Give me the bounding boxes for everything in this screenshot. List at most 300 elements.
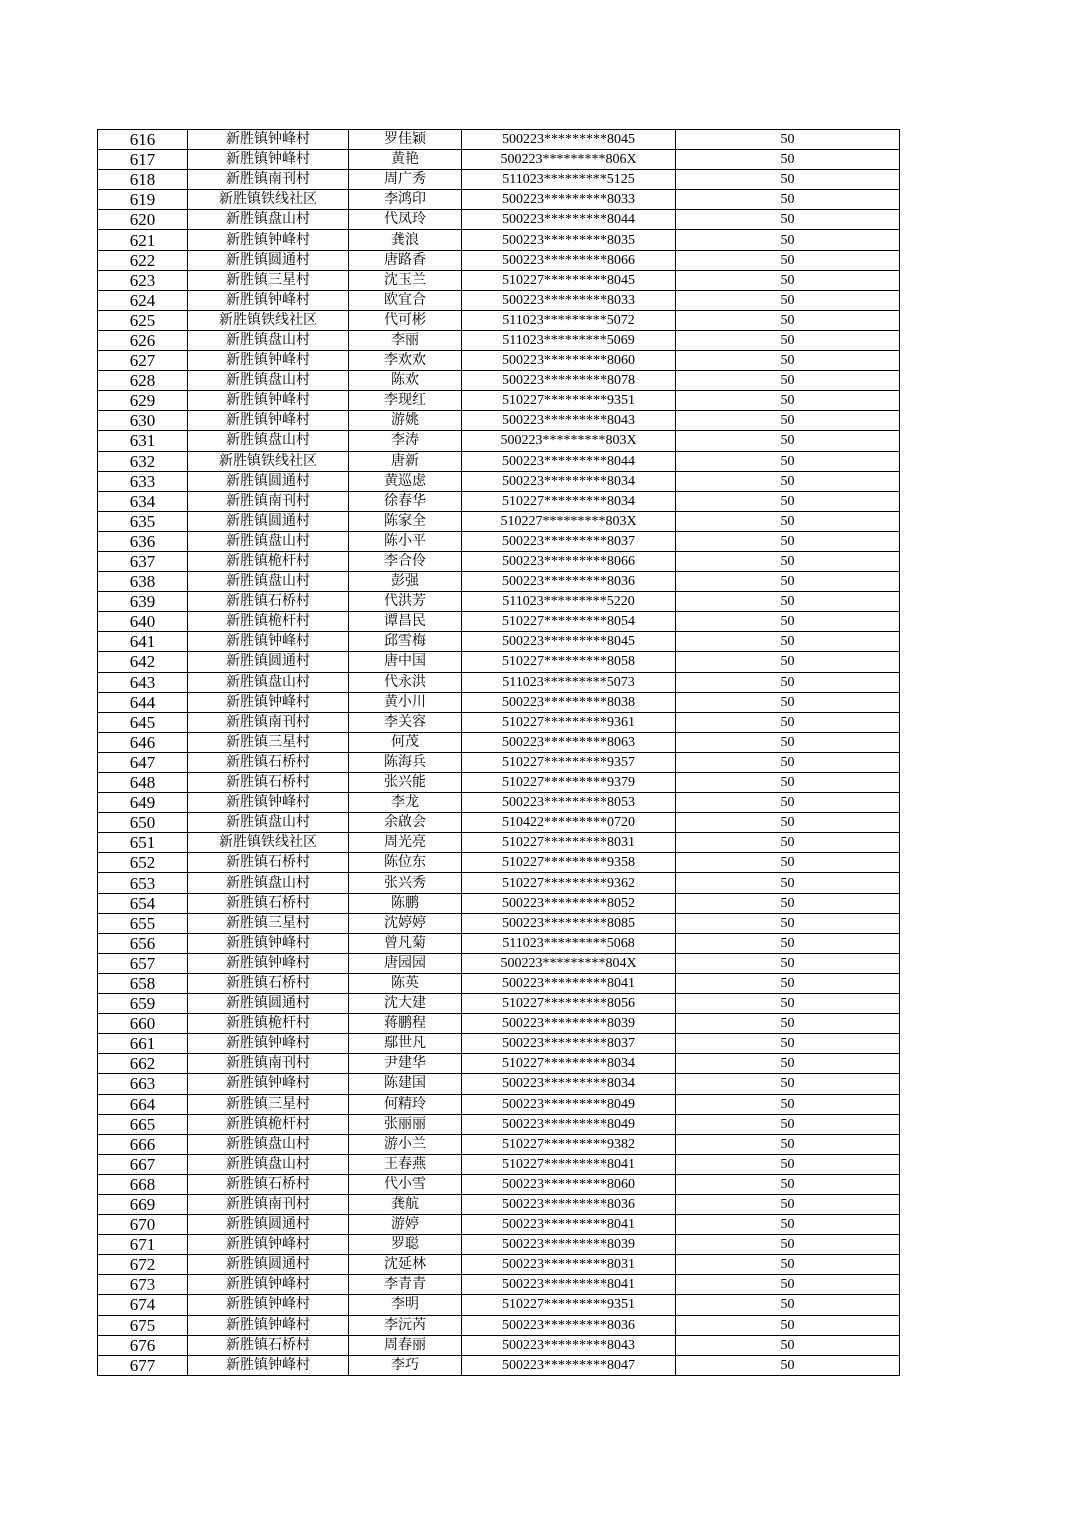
id-number-cell: 500223*********8039 xyxy=(462,1235,676,1255)
table-row xyxy=(98,1094,900,1114)
address-cell: 新胜镇石桥村 xyxy=(188,853,349,873)
amount-cell: 50 xyxy=(676,793,900,813)
address-cell: 新胜镇钟峰村 xyxy=(188,130,349,150)
row-number-cell: 633 xyxy=(98,471,188,491)
table-row xyxy=(98,752,900,772)
name-cell: 李现红 xyxy=(349,391,462,411)
id-number-cell: 500223*********804X xyxy=(462,953,676,973)
amount-cell: 50 xyxy=(676,1034,900,1054)
address-cell: 新胜镇石桥村 xyxy=(188,973,349,993)
table-row xyxy=(98,371,900,391)
table-row xyxy=(98,1235,900,1255)
table-row xyxy=(98,1034,900,1054)
id-number-cell: 511023*********5220 xyxy=(462,592,676,612)
name-cell: 陈欢 xyxy=(349,371,462,391)
name-cell: 蒋鹏程 xyxy=(349,1014,462,1034)
row-number-cell: 621 xyxy=(98,230,188,250)
amount-cell: 50 xyxy=(676,1255,900,1275)
address-cell: 新胜镇桅杆村 xyxy=(188,612,349,632)
amount-cell: 50 xyxy=(676,813,900,833)
amount-cell: 50 xyxy=(676,1054,900,1074)
id-number-cell: 510227*********9382 xyxy=(462,1134,676,1154)
amount-cell: 50 xyxy=(676,632,900,652)
address-cell: 新胜镇钟峰村 xyxy=(188,1315,349,1335)
row-number-cell: 630 xyxy=(98,411,188,431)
name-cell: 谭昌民 xyxy=(349,612,462,632)
address-cell: 新胜镇钟峰村 xyxy=(188,1355,349,1375)
id-number-cell: 510227*********9361 xyxy=(462,712,676,732)
name-cell: 余啟会 xyxy=(349,813,462,833)
id-number-cell: 500223*********8060 xyxy=(462,1174,676,1194)
row-number-cell: 645 xyxy=(98,712,188,732)
table-row xyxy=(98,391,900,411)
table-row xyxy=(98,813,900,833)
amount-cell: 50 xyxy=(676,471,900,491)
row-number-cell: 647 xyxy=(98,752,188,772)
name-cell: 王春燕 xyxy=(349,1154,462,1174)
id-number-cell: 500223*********8034 xyxy=(462,471,676,491)
address-cell: 新胜镇盘山村 xyxy=(188,1154,349,1174)
id-number-cell: 510227*********8058 xyxy=(462,652,676,672)
name-cell: 游小兰 xyxy=(349,1134,462,1154)
name-cell: 唐中国 xyxy=(349,652,462,672)
amount-cell: 50 xyxy=(676,1154,900,1174)
id-number-cell: 510227*********8034 xyxy=(462,1054,676,1074)
amount-cell: 50 xyxy=(676,652,900,672)
row-number-cell: 650 xyxy=(98,813,188,833)
row-number-cell: 671 xyxy=(98,1235,188,1255)
id-number-cell: 500223*********8047 xyxy=(462,1355,676,1375)
row-number-cell: 623 xyxy=(98,270,188,290)
id-number-cell: 500223*********8049 xyxy=(462,1114,676,1134)
name-cell: 陈英 xyxy=(349,973,462,993)
name-cell: 张兴能 xyxy=(349,773,462,793)
id-number-cell: 500223*********8041 xyxy=(462,1215,676,1235)
table-row xyxy=(98,773,900,793)
name-cell: 张兴秀 xyxy=(349,873,462,893)
amount-cell: 50 xyxy=(676,190,900,210)
table-row xyxy=(98,853,900,873)
address-cell: 新胜镇三星村 xyxy=(188,270,349,290)
row-number-cell: 673 xyxy=(98,1275,188,1295)
amount-cell: 50 xyxy=(676,953,900,973)
table-row xyxy=(98,1014,900,1034)
id-number-cell: 510227*********9379 xyxy=(462,773,676,793)
row-number-cell: 674 xyxy=(98,1295,188,1315)
row-number-cell: 670 xyxy=(98,1215,188,1235)
amount-cell: 50 xyxy=(676,290,900,310)
amount-cell: 50 xyxy=(676,692,900,712)
id-number-cell: 500223*********803X xyxy=(462,431,676,451)
name-cell: 曾凡菊 xyxy=(349,933,462,953)
table-body xyxy=(98,130,900,1376)
amount-cell: 50 xyxy=(676,1014,900,1034)
id-number-cell: 510227*********803X xyxy=(462,511,676,531)
address-cell: 新胜镇圆通村 xyxy=(188,1215,349,1235)
amount-cell: 50 xyxy=(676,913,900,933)
id-number-cell: 500223*********8041 xyxy=(462,1275,676,1295)
id-number-cell: 511023*********5069 xyxy=(462,330,676,350)
id-number-cell: 500223*********8036 xyxy=(462,1194,676,1214)
row-number-cell: 632 xyxy=(98,451,188,471)
address-cell: 新胜镇钟峰村 xyxy=(188,692,349,712)
address-cell: 新胜镇盘山村 xyxy=(188,873,349,893)
row-number-cell: 620 xyxy=(98,210,188,230)
address-cell: 新胜镇南刊村 xyxy=(188,1194,349,1214)
table-row xyxy=(98,732,900,752)
table-row xyxy=(98,531,900,551)
table-row xyxy=(98,1215,900,1235)
row-number-cell: 640 xyxy=(98,612,188,632)
id-number-cell: 500223*********8041 xyxy=(462,973,676,993)
id-number-cell: 510227*********9351 xyxy=(462,391,676,411)
name-cell: 游婷 xyxy=(349,1215,462,1235)
amount-cell: 50 xyxy=(676,351,900,371)
row-number-cell: 663 xyxy=(98,1074,188,1094)
id-number-cell: 500223*********8045 xyxy=(462,632,676,652)
name-cell: 唐园园 xyxy=(349,953,462,973)
address-cell: 新胜镇钟峰村 xyxy=(188,953,349,973)
id-number-cell: 500223*********8063 xyxy=(462,732,676,752)
table-row xyxy=(98,1315,900,1335)
address-cell: 新胜镇钟峰村 xyxy=(188,351,349,371)
name-cell: 周春丽 xyxy=(349,1335,462,1355)
name-cell: 代小雪 xyxy=(349,1174,462,1194)
address-cell: 新胜镇圆通村 xyxy=(188,994,349,1014)
amount-cell: 50 xyxy=(676,592,900,612)
row-number-cell: 616 xyxy=(98,130,188,150)
row-number-cell: 629 xyxy=(98,391,188,411)
name-cell: 李鸿印 xyxy=(349,190,462,210)
name-cell: 黄巡虑 xyxy=(349,471,462,491)
address-cell: 新胜镇盘山村 xyxy=(188,210,349,230)
amount-cell: 50 xyxy=(676,150,900,170)
row-number-cell: 642 xyxy=(98,652,188,672)
id-number-cell: 500223*********8036 xyxy=(462,572,676,592)
row-number-cell: 654 xyxy=(98,893,188,913)
address-cell: 新胜镇石桥村 xyxy=(188,1174,349,1194)
table-row xyxy=(98,451,900,471)
id-number-cell: 500223*********8034 xyxy=(462,1074,676,1094)
id-number-cell: 500223*********8078 xyxy=(462,371,676,391)
name-cell: 李沅芮 xyxy=(349,1315,462,1335)
amount-cell: 50 xyxy=(676,210,900,230)
table-row xyxy=(98,511,900,531)
row-number-cell: 636 xyxy=(98,531,188,551)
address-cell: 新胜镇钟峰村 xyxy=(188,793,349,813)
row-number-cell: 626 xyxy=(98,330,188,350)
row-number-cell: 661 xyxy=(98,1034,188,1054)
amount-cell: 50 xyxy=(676,250,900,270)
name-cell: 陈家全 xyxy=(349,511,462,531)
id-number-cell: 500223*********8038 xyxy=(462,692,676,712)
row-number-cell: 665 xyxy=(98,1114,188,1134)
id-number-cell: 500223*********8033 xyxy=(462,290,676,310)
name-cell: 沈玉兰 xyxy=(349,270,462,290)
row-number-cell: 649 xyxy=(98,793,188,813)
name-cell: 唐路香 xyxy=(349,250,462,270)
amount-cell: 50 xyxy=(676,371,900,391)
id-number-cell: 511023*********5068 xyxy=(462,933,676,953)
row-number-cell: 624 xyxy=(98,290,188,310)
name-cell: 陈位东 xyxy=(349,853,462,873)
table-row xyxy=(98,1074,900,1094)
name-cell: 李巧 xyxy=(349,1355,462,1375)
address-cell: 新胜镇圆通村 xyxy=(188,250,349,270)
row-number-cell: 653 xyxy=(98,873,188,893)
address-cell: 新胜镇钟峰村 xyxy=(188,1275,349,1295)
table-row xyxy=(98,270,900,290)
address-cell: 新胜镇石桥村 xyxy=(188,592,349,612)
name-cell: 罗佳颖 xyxy=(349,130,462,150)
table-row xyxy=(98,953,900,973)
amount-cell: 50 xyxy=(676,130,900,150)
row-number-cell: 646 xyxy=(98,732,188,752)
address-cell: 新胜镇石桥村 xyxy=(188,773,349,793)
table-row xyxy=(98,994,900,1014)
table-row xyxy=(98,1114,900,1134)
row-number-cell: 669 xyxy=(98,1194,188,1214)
row-number-cell: 631 xyxy=(98,431,188,451)
row-number-cell: 652 xyxy=(98,853,188,873)
name-cell: 黄艳 xyxy=(349,150,462,170)
table-row xyxy=(98,1335,900,1355)
row-number-cell: 657 xyxy=(98,953,188,973)
table-row xyxy=(98,652,900,672)
id-number-cell: 500223*********8043 xyxy=(462,411,676,431)
table-row xyxy=(98,330,900,350)
address-cell: 新胜镇石桥村 xyxy=(188,893,349,913)
address-cell: 新胜镇盘山村 xyxy=(188,431,349,451)
data-table xyxy=(97,129,900,1376)
amount-cell: 50 xyxy=(676,752,900,772)
address-cell: 新胜镇石桥村 xyxy=(188,1335,349,1355)
id-number-cell: 500223*********8039 xyxy=(462,1014,676,1034)
id-number-cell: 500223*********8037 xyxy=(462,531,676,551)
name-cell: 欧宜合 xyxy=(349,290,462,310)
address-cell: 新胜镇盘山村 xyxy=(188,572,349,592)
amount-cell: 50 xyxy=(676,1355,900,1375)
row-number-cell: 672 xyxy=(98,1255,188,1275)
row-number-cell: 638 xyxy=(98,572,188,592)
address-cell: 新胜镇桅杆村 xyxy=(188,551,349,571)
name-cell: 代可彬 xyxy=(349,310,462,330)
name-cell: 何精玲 xyxy=(349,1094,462,1114)
table-row xyxy=(98,572,900,592)
table-row xyxy=(98,351,900,371)
name-cell: 李涛 xyxy=(349,431,462,451)
table-row xyxy=(98,1255,900,1275)
amount-cell: 50 xyxy=(676,1335,900,1355)
row-number-cell: 668 xyxy=(98,1174,188,1194)
amount-cell: 50 xyxy=(676,1275,900,1295)
id-number-cell: 510227*********8031 xyxy=(462,833,676,853)
id-number-cell: 510227*********8056 xyxy=(462,994,676,1014)
address-cell: 新胜镇南刊村 xyxy=(188,712,349,732)
row-number-cell: 664 xyxy=(98,1094,188,1114)
amount-cell: 50 xyxy=(676,270,900,290)
table-row xyxy=(98,471,900,491)
id-number-cell: 500223*********8044 xyxy=(462,210,676,230)
address-cell: 新胜镇铁线社区 xyxy=(188,451,349,471)
id-number-cell: 500223*********8053 xyxy=(462,793,676,813)
name-cell: 李青青 xyxy=(349,1275,462,1295)
name-cell: 张丽丽 xyxy=(349,1114,462,1134)
address-cell: 新胜镇三星村 xyxy=(188,732,349,752)
amount-cell: 50 xyxy=(676,1235,900,1255)
row-number-cell: 628 xyxy=(98,371,188,391)
table-row xyxy=(98,491,900,511)
row-number-cell: 675 xyxy=(98,1315,188,1335)
name-cell: 陈建国 xyxy=(349,1074,462,1094)
table-row xyxy=(98,712,900,732)
row-number-cell: 625 xyxy=(98,310,188,330)
address-cell: 新胜镇铁线社区 xyxy=(188,310,349,330)
table-row xyxy=(98,1194,900,1214)
table-row xyxy=(98,913,900,933)
amount-cell: 50 xyxy=(676,391,900,411)
name-cell: 唐新 xyxy=(349,451,462,471)
name-cell: 彭强 xyxy=(349,572,462,592)
table-row xyxy=(98,793,900,813)
name-cell: 李关容 xyxy=(349,712,462,732)
amount-cell: 50 xyxy=(676,732,900,752)
id-number-cell: 500223*********8036 xyxy=(462,1315,676,1335)
id-number-cell: 500223*********8031 xyxy=(462,1255,676,1275)
table-row xyxy=(98,833,900,853)
name-cell: 陈鹏 xyxy=(349,893,462,913)
row-number-cell: 667 xyxy=(98,1154,188,1174)
name-cell: 邱雪梅 xyxy=(349,632,462,652)
address-cell: 新胜镇石桥村 xyxy=(188,752,349,772)
id-number-cell: 500223*********8085 xyxy=(462,913,676,933)
id-number-cell: 500223*********8060 xyxy=(462,351,676,371)
table-row xyxy=(98,973,900,993)
id-number-cell: 511023*********5125 xyxy=(462,170,676,190)
id-number-cell: 500223*********8045 xyxy=(462,130,676,150)
table-row xyxy=(98,1295,900,1315)
amount-cell: 50 xyxy=(676,1215,900,1235)
address-cell: 新胜镇钟峰村 xyxy=(188,632,349,652)
address-cell: 新胜镇钟峰村 xyxy=(188,411,349,431)
table-row xyxy=(98,310,900,330)
id-number-cell: 500223*********8066 xyxy=(462,551,676,571)
row-number-cell: 660 xyxy=(98,1014,188,1034)
table-row xyxy=(98,130,900,150)
name-cell: 代洪芳 xyxy=(349,592,462,612)
amount-cell: 50 xyxy=(676,1094,900,1114)
name-cell: 李欢欢 xyxy=(349,351,462,371)
row-number-cell: 622 xyxy=(98,250,188,270)
id-number-cell: 500223*********8035 xyxy=(462,230,676,250)
id-number-cell: 511023*********5073 xyxy=(462,672,676,692)
row-number-cell: 641 xyxy=(98,632,188,652)
amount-cell: 50 xyxy=(676,612,900,632)
table-row xyxy=(98,250,900,270)
address-cell: 新胜镇钟峰村 xyxy=(188,933,349,953)
row-number-cell: 651 xyxy=(98,833,188,853)
table-row xyxy=(98,290,900,310)
name-cell: 李明 xyxy=(349,1295,462,1315)
id-number-cell: 510227*********8054 xyxy=(462,612,676,632)
row-number-cell: 644 xyxy=(98,692,188,712)
name-cell: 游姚 xyxy=(349,411,462,431)
row-number-cell: 635 xyxy=(98,511,188,531)
table-row xyxy=(98,692,900,712)
table-row xyxy=(98,1275,900,1295)
table-row xyxy=(98,150,900,170)
table-row xyxy=(98,411,900,431)
name-cell: 周光亮 xyxy=(349,833,462,853)
amount-cell: 50 xyxy=(676,451,900,471)
address-cell: 新胜镇钟峰村 xyxy=(188,150,349,170)
address-cell: 新胜镇圆通村 xyxy=(188,1255,349,1275)
address-cell: 新胜镇铁线社区 xyxy=(188,833,349,853)
name-cell: 李龙 xyxy=(349,793,462,813)
name-cell: 尹建华 xyxy=(349,1054,462,1074)
address-cell: 新胜镇钟峰村 xyxy=(188,391,349,411)
amount-cell: 50 xyxy=(676,1315,900,1335)
table-row xyxy=(98,1154,900,1174)
name-cell: 徐春华 xyxy=(349,491,462,511)
address-cell: 新胜镇盘山村 xyxy=(188,531,349,551)
name-cell: 何茂 xyxy=(349,732,462,752)
name-cell: 代永洪 xyxy=(349,672,462,692)
amount-cell: 50 xyxy=(676,572,900,592)
name-cell: 李丽 xyxy=(349,330,462,350)
id-number-cell: 500223*********806X xyxy=(462,150,676,170)
address-cell: 新胜镇桅杆村 xyxy=(188,1114,349,1134)
amount-cell: 50 xyxy=(676,873,900,893)
address-cell: 新胜镇三星村 xyxy=(188,913,349,933)
table-row xyxy=(98,612,900,632)
row-number-cell: 648 xyxy=(98,773,188,793)
id-number-cell: 510227*********9351 xyxy=(462,1295,676,1315)
table-row xyxy=(98,1134,900,1154)
id-number-cell: 510227*********8041 xyxy=(462,1154,676,1174)
table-row xyxy=(98,933,900,953)
name-cell: 罗聪 xyxy=(349,1235,462,1255)
address-cell: 新胜镇铁线社区 xyxy=(188,190,349,210)
row-number-cell: 637 xyxy=(98,551,188,571)
table-row xyxy=(98,592,900,612)
amount-cell: 50 xyxy=(676,833,900,853)
table-row xyxy=(98,893,900,913)
amount-cell: 50 xyxy=(676,431,900,451)
address-cell: 新胜镇盘山村 xyxy=(188,371,349,391)
address-cell: 新胜镇盘山村 xyxy=(188,813,349,833)
row-number-cell: 677 xyxy=(98,1355,188,1375)
address-cell: 新胜镇钟峰村 xyxy=(188,290,349,310)
row-number-cell: 639 xyxy=(98,592,188,612)
name-cell: 沈大建 xyxy=(349,994,462,1014)
row-number-cell: 656 xyxy=(98,933,188,953)
id-number-cell: 511023*********5072 xyxy=(462,310,676,330)
row-number-cell: 662 xyxy=(98,1054,188,1074)
row-number-cell: 643 xyxy=(98,672,188,692)
table-row xyxy=(98,170,900,190)
id-number-cell: 510227*********9357 xyxy=(462,752,676,772)
amount-cell: 50 xyxy=(676,1295,900,1315)
amount-cell: 50 xyxy=(676,531,900,551)
table-row xyxy=(98,431,900,451)
amount-cell: 50 xyxy=(676,1174,900,1194)
row-number-cell: 666 xyxy=(98,1134,188,1154)
id-number-cell: 500223*********8033 xyxy=(462,190,676,210)
id-number-cell: 510422*********0720 xyxy=(462,813,676,833)
row-number-cell: 634 xyxy=(98,491,188,511)
id-number-cell: 510227*********8045 xyxy=(462,270,676,290)
